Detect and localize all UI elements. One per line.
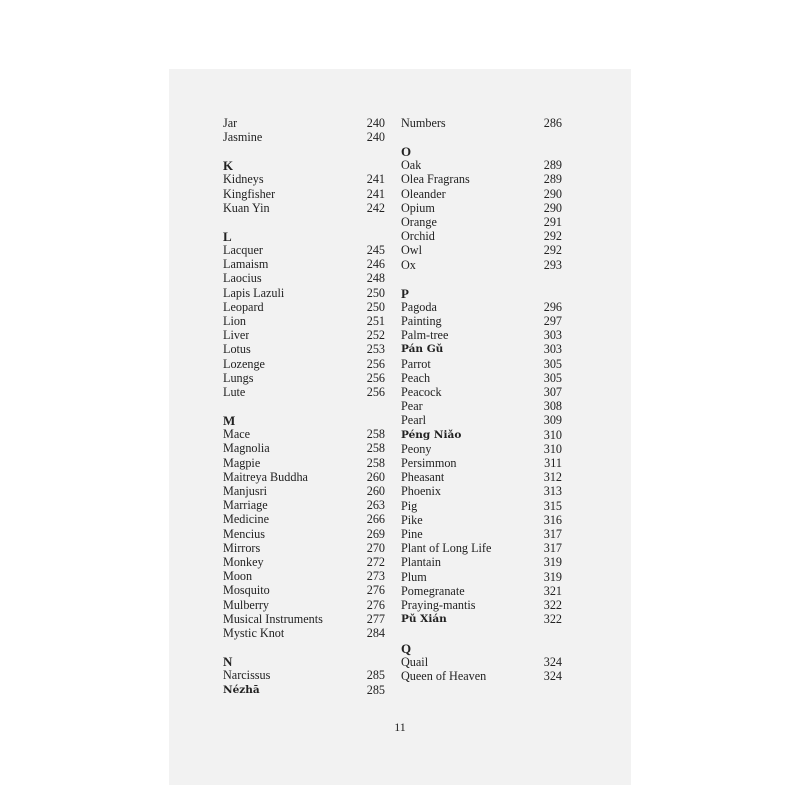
entry-term: Palm-tree <box>401 328 449 343</box>
index-entry <box>401 484 562 498</box>
entry-term: Lacquer <box>223 243 263 258</box>
section-letter: K <box>223 158 234 174</box>
index-entry <box>401 158 562 172</box>
entry-term: Opium <box>401 200 435 215</box>
index-column-right <box>401 116 562 697</box>
index-entry <box>223 612 385 626</box>
section-letter: M <box>223 413 236 429</box>
index-section-q <box>401 641 562 683</box>
entry-page-number: 269 <box>366 526 385 541</box>
entry-page-number: 312 <box>543 470 562 485</box>
entry-term: Nézhā <box>223 683 260 696</box>
index-entry <box>401 513 562 527</box>
entry-page-number: 316 <box>543 512 562 527</box>
entry-term: Magnolia <box>223 441 270 456</box>
entry-term: Olea Fragrans <box>401 172 470 187</box>
index-entry <box>401 371 562 385</box>
index-entry <box>223 271 385 285</box>
entry-term: Pomegranate <box>401 583 465 598</box>
index-entry <box>223 201 385 215</box>
entry-page-number: 286 <box>543 116 562 130</box>
section-letter: Q <box>401 640 412 656</box>
index-entry <box>223 328 385 342</box>
entry-page-number: 253 <box>366 342 385 357</box>
section-letter: N <box>223 654 233 670</box>
entry-page-number: 260 <box>366 484 385 499</box>
entry-term: Marriage <box>223 498 268 513</box>
entry-term: Pearl <box>401 413 427 428</box>
entry-term: Lungs <box>223 370 254 385</box>
index-entry <box>223 357 385 371</box>
entry-term: Musical Instruments <box>223 611 323 626</box>
entry-term: Mencius <box>223 526 265 541</box>
entry-page-number: 291 <box>543 215 562 230</box>
index-entry <box>401 442 562 456</box>
entry-page-number: 251 <box>366 314 385 329</box>
index-entry <box>401 229 562 243</box>
entry-term: Phoenix <box>401 484 441 499</box>
section-letter: L <box>223 229 232 245</box>
entry-term: Peony <box>401 441 432 456</box>
page-number: 11 <box>394 720 406 734</box>
entry-term: Pine <box>401 527 423 542</box>
entry-term: Peacock <box>401 385 442 400</box>
index-entry <box>401 314 562 328</box>
entry-term: Parrot <box>401 356 431 371</box>
entry-page-number: 290 <box>543 186 562 201</box>
entry-page-number: 317 <box>543 527 562 542</box>
entry-page-number: 297 <box>543 314 562 329</box>
index-entry <box>401 456 562 470</box>
index-entry <box>401 570 562 584</box>
entry-term: Monkey <box>223 555 264 570</box>
entry-term: Mosquito <box>223 583 270 598</box>
entry-page-number: 322 <box>543 598 562 613</box>
entry-term: Mirrors <box>223 540 261 555</box>
index-entry <box>401 243 562 257</box>
index-entry <box>223 286 385 300</box>
entry-page-number: 277 <box>366 611 385 626</box>
entry-page-number: 241 <box>366 186 385 201</box>
entry-page-number: 324 <box>543 668 562 683</box>
entry-term: Magpie <box>223 455 261 470</box>
index-entry <box>401 300 562 314</box>
entry-term: Maitreya Buddha <box>223 469 308 484</box>
entry-page-number: 289 <box>543 172 562 187</box>
entry-page-number: 266 <box>366 512 385 527</box>
index-entry <box>401 116 562 130</box>
entry-page-number: 310 <box>543 441 562 456</box>
index-entry <box>223 583 385 597</box>
index-entry <box>401 172 562 186</box>
entry-term: Pike <box>401 512 423 527</box>
entry-page-number: 284 <box>366 626 385 641</box>
index-entry <box>401 612 562 626</box>
index-entry <box>401 598 562 612</box>
entry-page-number: 256 <box>366 385 385 400</box>
entry-term: Plant of Long Life <box>401 541 492 556</box>
entry-page-number: 240 <box>366 130 385 145</box>
entry-term: Mace <box>223 427 251 442</box>
index-entry <box>401 669 562 683</box>
entry-term: Plum <box>401 569 427 584</box>
entry-page-number: 270 <box>366 540 385 555</box>
entry-term: Pear <box>401 399 423 414</box>
entry-page-number: 319 <box>543 569 562 584</box>
entry-term: Lotus <box>223 342 251 357</box>
entry-term: Numbers <box>401 116 446 130</box>
section-letter: P <box>401 285 409 301</box>
index-entry <box>223 371 385 385</box>
entry-term: Kidneys <box>223 172 264 187</box>
entry-page-number: 258 <box>366 455 385 470</box>
index-entry <box>223 385 385 399</box>
entry-term: Praying-mantis <box>401 598 476 613</box>
index-entry <box>401 328 562 342</box>
entry-page-number: 258 <box>366 441 385 456</box>
index-entry <box>401 399 562 413</box>
entry-page-number: 256 <box>366 356 385 371</box>
entry-term: Péng Niǎo <box>401 428 462 441</box>
entry-term: Pheasant <box>401 470 445 485</box>
index-section-o <box>401 144 562 272</box>
index-entry <box>401 357 562 371</box>
entry-term: Oleander <box>401 186 446 201</box>
index-entry <box>223 116 385 130</box>
entry-page-number: 303 <box>543 342 562 357</box>
entry-term: Quail <box>401 654 429 669</box>
entry-term: Oak <box>401 158 422 173</box>
index-entry <box>401 385 562 399</box>
index-section-l <box>223 229 385 399</box>
entry-page-number: 260 <box>366 469 385 484</box>
index-entry <box>223 683 385 697</box>
index-section-k <box>223 158 385 215</box>
index-entry <box>401 584 562 598</box>
entry-term: Pagoda <box>401 299 437 314</box>
entry-page-number: 263 <box>366 498 385 513</box>
index-entry <box>223 498 385 512</box>
entry-term: Ox <box>401 257 416 272</box>
index-entry <box>223 626 385 640</box>
entry-term: Liver <box>223 328 250 343</box>
index-entry <box>401 342 562 356</box>
entry-page-number: 250 <box>366 299 385 314</box>
entry-term: Laocius <box>223 271 262 286</box>
index-entry <box>223 541 385 555</box>
entry-term: Mulberry <box>223 597 270 612</box>
entry-term: Lamaism <box>223 257 269 272</box>
entry-page-number: 276 <box>366 597 385 612</box>
entry-page-number: 313 <box>543 484 562 499</box>
entry-term: Medicine <box>223 512 270 527</box>
index-entry <box>401 258 562 272</box>
index-entry <box>401 201 562 215</box>
entry-page-number: 317 <box>543 541 562 556</box>
index-entry <box>223 427 385 441</box>
entry-page-number: 250 <box>366 285 385 300</box>
entry-page-number: 285 <box>366 682 385 697</box>
entry-term: Mystic Knot <box>223 626 285 641</box>
entry-page-number: 296 <box>543 299 562 314</box>
entry-page-number: 273 <box>366 569 385 584</box>
index-section-p <box>401 286 562 627</box>
index-entry <box>401 470 562 484</box>
entry-page-number: 311 <box>544 456 562 471</box>
index-section-continued <box>223 116 385 144</box>
index-entry <box>223 187 385 201</box>
entry-page-number: 324 <box>543 654 562 669</box>
entry-page-number: 292 <box>543 243 562 258</box>
entry-page-number: 293 <box>543 257 562 272</box>
entry-page-number: 292 <box>543 229 562 244</box>
entry-page-number: 307 <box>543 385 562 400</box>
entry-page-number: 310 <box>543 427 562 442</box>
index-section-m <box>223 413 385 640</box>
entry-term: Persimmon <box>401 456 457 471</box>
entry-term: Pig <box>401 498 418 513</box>
index-entry <box>223 668 385 682</box>
entry-term: Peach <box>401 370 431 385</box>
entry-page-number: 252 <box>366 328 385 343</box>
entry-term: Pán Gǔ <box>401 343 444 356</box>
entry-page-number: 305 <box>543 370 562 385</box>
index-entry <box>223 130 385 144</box>
entry-page-number: 241 <box>366 172 385 187</box>
index-entry <box>223 484 385 498</box>
entry-term: Lozenge <box>223 356 265 371</box>
entry-page-number: 272 <box>366 555 385 570</box>
index-entry <box>401 499 562 513</box>
index-entry <box>223 441 385 455</box>
index-entry <box>401 555 562 569</box>
entry-term: Lapis Lazuli <box>223 285 285 300</box>
index-entry <box>401 428 562 442</box>
entry-page-number: 322 <box>543 612 562 627</box>
book-page <box>169 69 631 785</box>
index-entry <box>401 413 562 427</box>
index-entry <box>223 243 385 257</box>
entry-term: Owl <box>401 243 422 258</box>
entry-term: Orange <box>401 215 437 230</box>
entry-page-number: 319 <box>543 555 562 570</box>
entry-page-number: 289 <box>543 158 562 173</box>
entry-page-number: 248 <box>366 271 385 286</box>
entry-page-number: 242 <box>366 200 385 215</box>
entry-term: Narcissus <box>223 668 271 683</box>
entry-term: Painting <box>401 314 442 329</box>
index-entry <box>223 555 385 569</box>
index-entry <box>401 655 562 669</box>
entry-page-number: 256 <box>366 370 385 385</box>
entry-term: Orchid <box>401 229 435 244</box>
entry-term: Plantain <box>401 555 441 570</box>
entry-page-number: 246 <box>366 257 385 272</box>
index-entry <box>401 527 562 541</box>
entry-page-number: 285 <box>366 668 385 683</box>
index-entry <box>401 541 562 555</box>
index-entry <box>223 300 385 314</box>
entry-page-number: 315 <box>543 498 562 513</box>
entry-page-number: 240 <box>366 116 385 130</box>
entry-term: Jasmine <box>223 130 263 145</box>
entry-page-number: 245 <box>366 243 385 258</box>
index-section-continued <box>401 116 562 130</box>
entry-page-number: 308 <box>543 399 562 414</box>
index-section-n <box>223 654 385 696</box>
entry-term: Lion <box>223 314 247 329</box>
entry-term: Manjusri <box>223 484 268 499</box>
entry-page-number: 309 <box>543 413 562 428</box>
index-entry <box>223 512 385 526</box>
index-entry <box>223 527 385 541</box>
entry-page-number: 321 <box>543 583 562 598</box>
index-entry <box>223 598 385 612</box>
entry-term: Kingfisher <box>223 186 276 201</box>
entry-page-number: 303 <box>543 328 562 343</box>
entry-term: Leopard <box>223 299 264 314</box>
section-letter: O <box>401 144 412 160</box>
entry-term: Queen of Heaven <box>401 668 487 683</box>
index-entry <box>223 314 385 328</box>
index-entry <box>223 569 385 583</box>
index-entry <box>223 257 385 271</box>
entry-term: Kuan Yin <box>223 200 270 215</box>
index-entry <box>223 470 385 484</box>
entry-page-number: 305 <box>543 356 562 371</box>
index-entry <box>223 342 385 356</box>
entry-term: Moon <box>223 569 253 584</box>
entry-term: Jar <box>223 116 238 130</box>
index-column-left <box>223 116 385 711</box>
index-entry <box>223 172 385 186</box>
entry-page-number: 290 <box>543 200 562 215</box>
entry-page-number: 276 <box>366 583 385 598</box>
index-entry <box>223 456 385 470</box>
entry-term: Lute <box>223 385 246 400</box>
index-entry <box>401 215 562 229</box>
index-entry <box>401 187 562 201</box>
entry-page-number: 258 <box>366 427 385 442</box>
entry-term: Pǔ Xián <box>401 613 447 626</box>
